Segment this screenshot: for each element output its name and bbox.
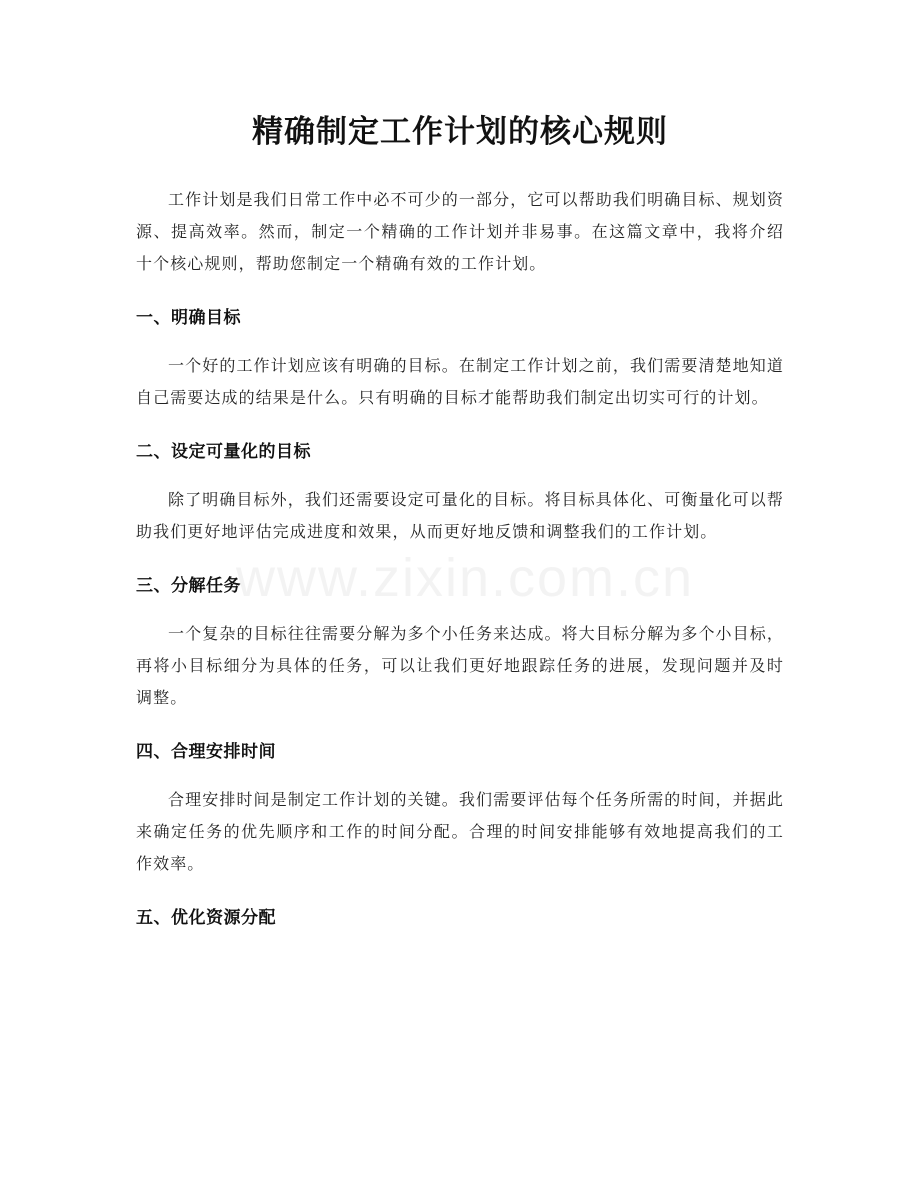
document-title: 精确制定工作计划的核心规则	[252, 114, 668, 150]
section-body-2: 除了明确目标外，我们还需要设定可量化的目标。将目标具体化、可衡量化可以帮助我们更好地评估完成进度和效果，从而更好地反馈和调整我们的工作计划。	[136, 490, 784, 541]
section-body-1: 一个好的工作计划应该有明确的目标。在制定工作计划之前，我们需要清楚地知道自己需要达成的结果是什么。只有明确的目标才能帮助我们制定出切实可行的计划。	[136, 356, 784, 407]
section-body-4: 合理安排时间是制定工作计划的关键。我们需要评估每个任务所需的时间，并据此来确定任务的优先顺序和工作的时间分配。合理的时间安排能够有效地提高我们的工作效率。	[136, 790, 784, 873]
section-heading-2: 二、设定可量化的目标	[136, 442, 311, 462]
section-heading-3: 三、分解任务	[136, 576, 241, 596]
document-content	[136, 108, 784, 950]
watermark-text: www.zixin.com.cn	[235, 548, 695, 608]
section-heading-1: 一、明确目标	[136, 308, 241, 328]
section-body-3: 一个复杂的目标往往需要分解为多个小任务来达成。将大目标分解为多个小目标，再将小目标细分为具体的任务，可以让我们更好地跟踪任务的进展，发现问题并及时调整。	[136, 624, 784, 707]
section-heading-5: 五、优化资源分配	[136, 908, 276, 928]
intro-paragraph: 工作计划是我们日常工作中必不可少的一部分，它可以帮助我们明确目标、规划资源、提高效率。然而，制定一个精确的工作计划并非易事。在这篇文章中，我将介绍十个核心规则，帮助您制定一个精确有效的工作计划。	[136, 190, 784, 273]
section-heading-4: 四、合理安排时间	[136, 742, 276, 762]
